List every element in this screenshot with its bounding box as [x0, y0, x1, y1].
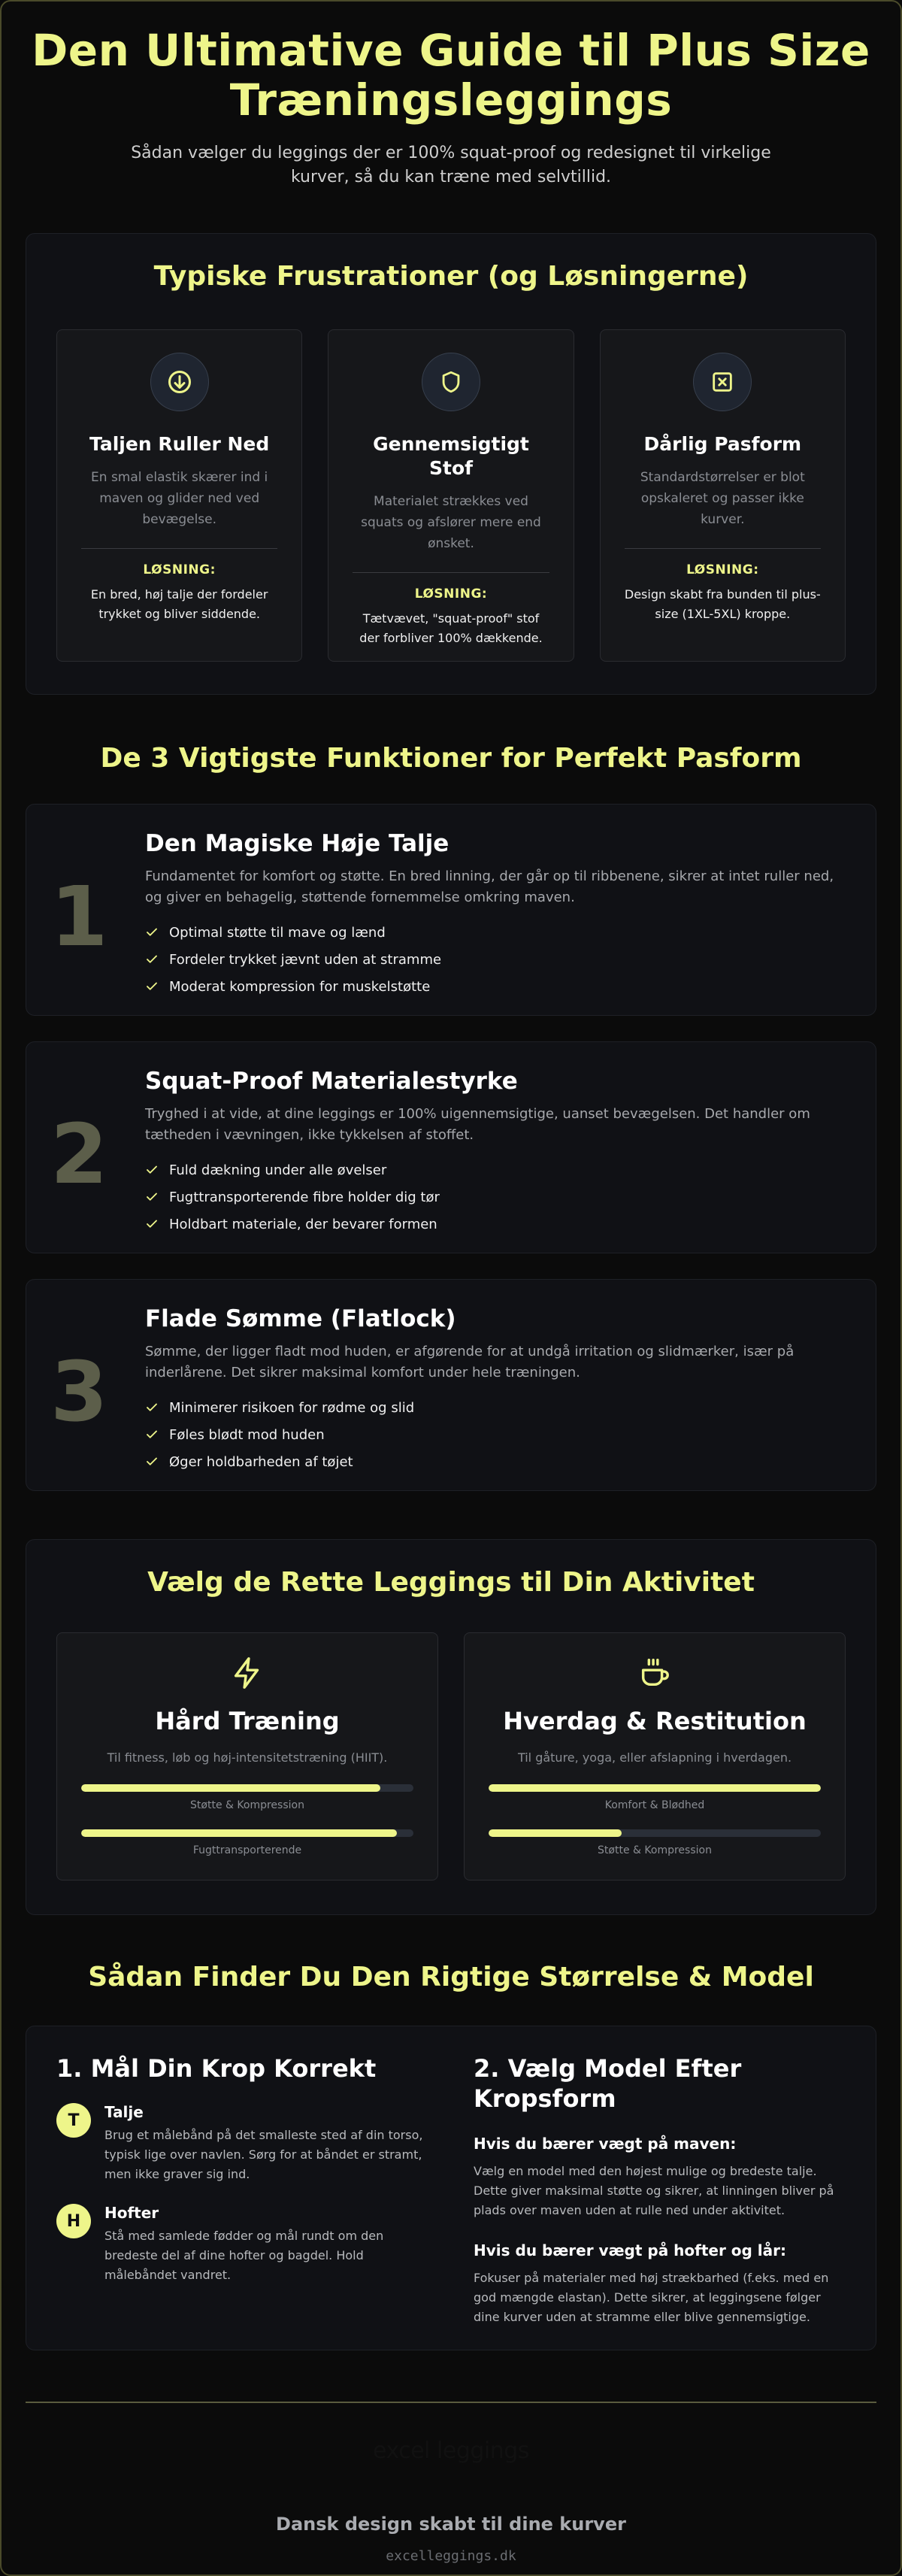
rating-bar-label: Fugttransporterende: [192, 1844, 302, 1856]
model-column: [474, 2053, 846, 2323]
model-item-title: Hvis du bærer vægt på hofter og lår:: [474, 2241, 787, 2259]
check-icon: [145, 926, 159, 939]
coffee-cup-icon: [637, 1679, 672, 1693]
rating-bar: [81, 1829, 413, 1837]
frustration-title: Dårlig Pasform: [643, 433, 802, 455]
check-icon: [145, 953, 159, 966]
check-icon: [145, 1455, 159, 1468]
feature-point-text: Øger holdbarheden af tøjet: [169, 1453, 353, 1470]
feature-card-waist: [26, 804, 876, 1016]
feature-title: Flade Sømme (Flatlock): [145, 1305, 456, 1332]
feature-point: [145, 973, 846, 1000]
model-item-text: Vælg en model med den højest mulige og bredeste talje. Dette giver maksimal støtte og sikrer, at linningen bliver på plads over maven uden at rulle ned under aktivitet.: [474, 2164, 834, 2217]
feature-point: [145, 919, 846, 946]
feature-desc: Sømme, der ligger fladt mod huden, er afgørende for at undgå irritation og slidmærker, især på inderlårene. Det sikrer maksimal komfort under hele træningen.: [145, 1344, 795, 1380]
rating-bar-fill: [81, 1784, 380, 1792]
measure-item-text: Stå med samlede fødder og mål rundt om den bredeste del af dine hofter og bagdel. Hold målebåndet vandret.: [104, 2229, 384, 2282]
measure-badge: H: [56, 2204, 91, 2238]
footer-url[interactable]: excelleggings.dk: [386, 2548, 516, 2564]
frustration-desc: Standardstørrelser er blot opskaleret og passer ikke kurver.: [640, 470, 805, 527]
solution-label: LØSNING:: [143, 562, 216, 577]
measure-title: 1. Mål Din Krop Korrekt: [56, 2054, 377, 2083]
feature-number: 1: [50, 868, 108, 965]
feature-desc: Tryghed i at vide, at dine leggings er 100% uigennemsigtige, uanset bevægelsen. Det handler om tætheden i vævningen, ikke tykkelsen af stoffet.: [145, 1106, 810, 1143]
feature-point-text: Optimal støtte til mave og lænd: [169, 924, 386, 941]
check-icon: [145, 980, 159, 993]
measure-item-title: Hofter: [104, 2204, 159, 2222]
shield-icon: [422, 353, 480, 411]
frustration-card-sheer: [328, 329, 574, 662]
rating-bar: [81, 1784, 413, 1792]
activity-card-title: Hård Træning: [155, 1707, 340, 1735]
feature-point-text: Føles blødt mod huden: [169, 1426, 325, 1443]
feature-card-flatlock: [26, 1279, 876, 1491]
frustration-desc: Materialet strækkes ved squats og afslører mere end ønsket.: [361, 494, 541, 551]
solution-label: LØSNING:: [414, 586, 488, 602]
brand-logo: excel leggings: [373, 2438, 529, 2464]
activity-title: Vælg de Rette Leggings til Din Aktivitet: [147, 1567, 755, 1598]
footer: [26, 2403, 876, 2564]
solution-text: En bred, høj talje der fordeler trykket og bliver siddende.: [90, 587, 268, 621]
rating-bar-fill: [81, 1829, 397, 1837]
feature-title: Squat-Proof Materialestyrke: [145, 1068, 518, 1095]
model-item-title: Hvis du bærer vægt på maven:: [474, 2135, 737, 2153]
frustration-title: Gennemsigtigt Stof: [373, 433, 529, 479]
activity-card-hard-training: [56, 1632, 438, 1880]
model-item-text: Fokuser på materialer med høj strækbarhed (f.eks. med en god mængde elastan). Dette sikrer, at leggingsene følger dine kurver uden at stramme eller blive gennemsigtige.: [474, 2271, 829, 2324]
activity-card-desc: Til gåture, yoga, eller afslapning i hverdagen.: [517, 1750, 792, 1765]
x-square-icon: [693, 353, 752, 411]
rating-bar: [489, 1784, 821, 1792]
check-icon: [145, 1190, 159, 1204]
rating-bar-fill: [489, 1829, 622, 1837]
feature-number: 3: [50, 1344, 108, 1440]
frustration-card-fit: [600, 329, 846, 662]
measure-item-waist: [56, 2103, 428, 2184]
check-icon: [145, 1428, 159, 1441]
measure-item-title: Talje: [104, 2103, 144, 2121]
feature-point: [145, 1156, 846, 1183]
activity-card-title: Hverdag & Restitution: [503, 1707, 807, 1735]
features-title: De 3 Vigtigste Funktioner for Perfekt Pasform: [100, 743, 802, 774]
measure-item-hips: [56, 2204, 428, 2285]
feature-title: Den Magiske Høje Talje: [145, 830, 449, 857]
activity-card-everyday: [464, 1632, 846, 1880]
rating-bar-label: Støtte & Kompression: [598, 1844, 712, 1856]
feature-point-text: Fordeler trykket jævnt uden at stramme: [169, 951, 442, 968]
feature-point: [145, 1421, 846, 1448]
solution-text: Tætvævet, "squat-proof" stof der forbliver 100% dækkende.: [359, 611, 543, 645]
measure-column: [56, 2053, 428, 2323]
feature-point-text: Holdbart materiale, der bevarer formen: [169, 1216, 437, 1232]
hero: [26, 23, 876, 189]
feature-card-squat-proof: [26, 1041, 876, 1253]
frustration-title: Taljen Ruller Ned: [89, 433, 270, 455]
feature-point: [145, 1183, 846, 1211]
rating-bar-label: Komfort & Blødhed: [604, 1799, 705, 1811]
feature-point: [145, 1448, 846, 1475]
divider: [81, 548, 277, 549]
feature-number: 2: [50, 1106, 108, 1202]
size-title: Sådan Finder Du Den Rigtige Størrelse & Model: [88, 1962, 814, 1993]
rating-bar-label: Støtte & Kompression: [190, 1799, 304, 1811]
check-icon: [145, 1217, 159, 1231]
frustration-card-waist: [56, 329, 302, 662]
rating-bar: [489, 1829, 821, 1837]
divider: [625, 548, 821, 549]
lightning-icon: [230, 1679, 265, 1693]
feature-point-text: Fugttransporterende fibre holder dig tør: [169, 1189, 440, 1205]
arrow-down-circle-icon: [150, 353, 209, 411]
size-section: [26, 2026, 876, 2350]
measure-badge: T: [56, 2103, 91, 2138]
footer-tagline: Dansk design skabt til dine kurver: [276, 2514, 626, 2535]
page-title: Den Ultimative Guide til Plus Size Træningsleggings: [32, 25, 870, 126]
measure-item-text: Brug et målebånd på det smalleste sted af din torso, typisk lige over navlen. Sørg for at båndet er stramt, men ikke graver sig ind.: [104, 2128, 423, 2181]
feature-point: [145, 1211, 846, 1238]
page-subtitle: Sådan vælger du leggings der er 100% squat-proof og redesignet til virkelige kurver, så du kan træne med selvtillid.: [131, 144, 771, 186]
frustrations-section: [26, 233, 876, 695]
activity-card-desc: Til fitness, løb og høj-intensitetstræning (HIIT).: [107, 1750, 388, 1765]
rating-bar-fill: [489, 1784, 821, 1792]
frustrations-title: Typiske Frustrationer (og Løsningerne): [153, 261, 749, 292]
check-icon: [145, 1401, 159, 1414]
model-title: 2. Vælg Model Efter Kropsform: [474, 2054, 742, 2113]
feature-desc: Fundamentet for komfort og støtte. En bred linning, der går op til ribbenene, sikrer at intet ruller ned, og giver en behagelig, støttende fornemmelse omkring maven.: [145, 868, 834, 905]
check-icon: [145, 1163, 159, 1177]
solution-label: LØSNING:: [686, 562, 759, 577]
frustration-desc: En smal elastik skærer ind i maven og glider ned ved bevægelse.: [91, 470, 268, 527]
divider: [353, 572, 549, 573]
solution-text: Design skabt fra bunden til plus-size (1XL-5XL) kroppe.: [624, 587, 821, 621]
activity-section: [26, 1539, 876, 1915]
feature-point-text: Fuld dækning under alle øvelser: [169, 1162, 387, 1178]
feature-point-text: Minimerer risikoen for rødme og slid: [169, 1399, 415, 1416]
feature-point: [145, 1394, 846, 1421]
feature-point-text: Moderat kompression for muskelstøtte: [169, 978, 431, 995]
feature-point: [145, 946, 846, 973]
